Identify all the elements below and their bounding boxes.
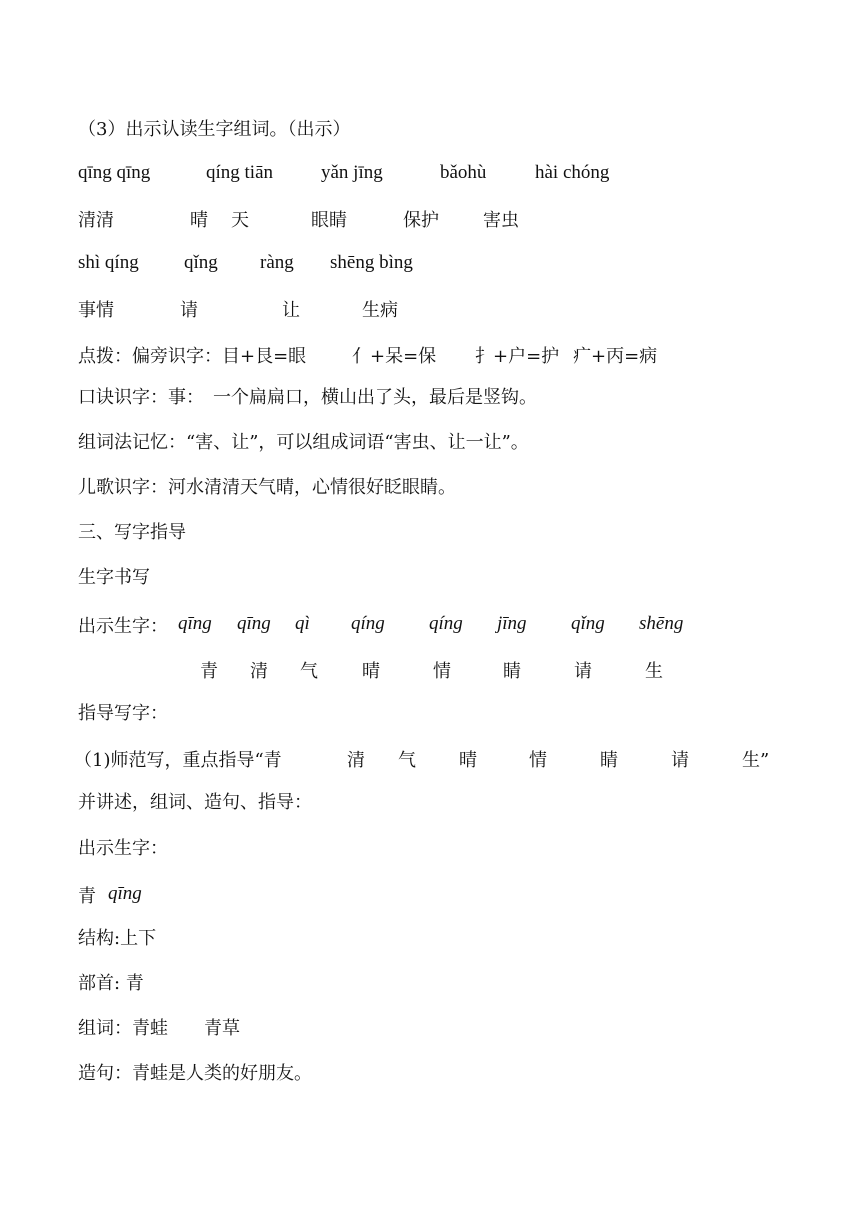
word: 请 bbox=[180, 300, 198, 321]
word: 清清 bbox=[78, 210, 114, 231]
word: 晴 bbox=[190, 210, 208, 231]
oral-mnemonic: 口诀识字：事： 一个扁扁口，横山出了头，最后是竖钩。 bbox=[78, 387, 537, 408]
structure: 结构:上下 bbox=[78, 928, 157, 949]
pinyin: qīng bbox=[237, 613, 271, 634]
pinyin: yǎn jīng bbox=[321, 162, 383, 183]
word: 生病 bbox=[362, 300, 398, 321]
writing-title: 生字书写 bbox=[78, 567, 150, 588]
radical: 部首: 青 bbox=[78, 973, 144, 994]
step3-heading: （3）出示认读生字组词。（出示） bbox=[78, 119, 351, 140]
sentence-example: 造句：青蛙是人类的好朋友。 bbox=[78, 1063, 312, 1084]
radical-tip: 疒+丙=病 bbox=[573, 346, 658, 367]
main-char-pinyin: qīng bbox=[108, 883, 142, 904]
demo-char: 情 bbox=[529, 750, 547, 771]
word: 眼睛 bbox=[311, 210, 347, 231]
demo-char: 气 bbox=[398, 750, 416, 771]
char: 青 bbox=[200, 661, 218, 682]
pinyin: qíng tiān bbox=[206, 162, 274, 183]
word-group-memo: 组词法记忆：“害、让”，可以组成词语“害虫、让一让”。 bbox=[78, 432, 529, 453]
pinyin: ràng bbox=[260, 252, 294, 273]
demo-prefix: （1)师范写，重点指导“青 bbox=[74, 750, 282, 771]
guide-title: 指导写字： bbox=[78, 703, 168, 724]
pinyin: shēng bìng bbox=[330, 252, 413, 273]
pinyin: qíng bbox=[351, 613, 385, 634]
pinyin: qīng qīng bbox=[78, 162, 151, 183]
char: 气 bbox=[300, 661, 318, 682]
word: 保护 bbox=[403, 210, 439, 231]
word-examples: 组词：青蛙 青草 bbox=[78, 1018, 240, 1039]
char: 晴 bbox=[362, 661, 380, 682]
pinyin: qǐng bbox=[184, 252, 218, 273]
radical-tip: 亻+呆=保 bbox=[352, 346, 437, 367]
word: 天 bbox=[231, 210, 249, 231]
pinyin: shēng bbox=[639, 613, 684, 634]
radical-tip: 点拨：偏旁识字：目+艮=眼 bbox=[78, 346, 307, 367]
main-char: 青 bbox=[78, 886, 96, 907]
demo-char: 生” bbox=[742, 750, 770, 771]
pinyin: qíng bbox=[429, 613, 463, 634]
char: 清 bbox=[250, 661, 268, 682]
pinyin: bǎohù bbox=[440, 162, 487, 183]
char: 睛 bbox=[503, 661, 521, 682]
pinyin: shì qíng bbox=[78, 252, 139, 273]
radical-tip: 扌+户=护 bbox=[475, 346, 560, 367]
char: 情 bbox=[433, 661, 451, 682]
word: 害虫 bbox=[483, 210, 519, 231]
nursery-rhyme: 儿歌识字：河水清清天气晴，心情很好眨眼睛。 bbox=[78, 477, 456, 498]
char: 生 bbox=[645, 661, 663, 682]
demo-char: 请 bbox=[671, 750, 689, 771]
pinyin: qīng bbox=[178, 613, 212, 634]
pinyin: jīng bbox=[497, 613, 527, 634]
char: 请 bbox=[574, 661, 592, 682]
explain-line: 并讲述，组词、造句、指导： bbox=[78, 792, 312, 813]
demo-char: 晴 bbox=[459, 750, 477, 771]
demo-char: 睛 bbox=[600, 750, 618, 771]
show-label: 出示生字： bbox=[78, 616, 168, 637]
show-again: 出示生字： bbox=[78, 838, 168, 859]
section-heading: 三、写字指导 bbox=[78, 522, 186, 543]
pinyin: qǐng bbox=[571, 613, 605, 634]
pinyin: qì bbox=[295, 613, 310, 634]
demo-char: 清 bbox=[347, 750, 365, 771]
pinyin: hài chóng bbox=[535, 162, 610, 183]
word: 事情 bbox=[78, 300, 114, 321]
word: 让 bbox=[282, 300, 300, 321]
